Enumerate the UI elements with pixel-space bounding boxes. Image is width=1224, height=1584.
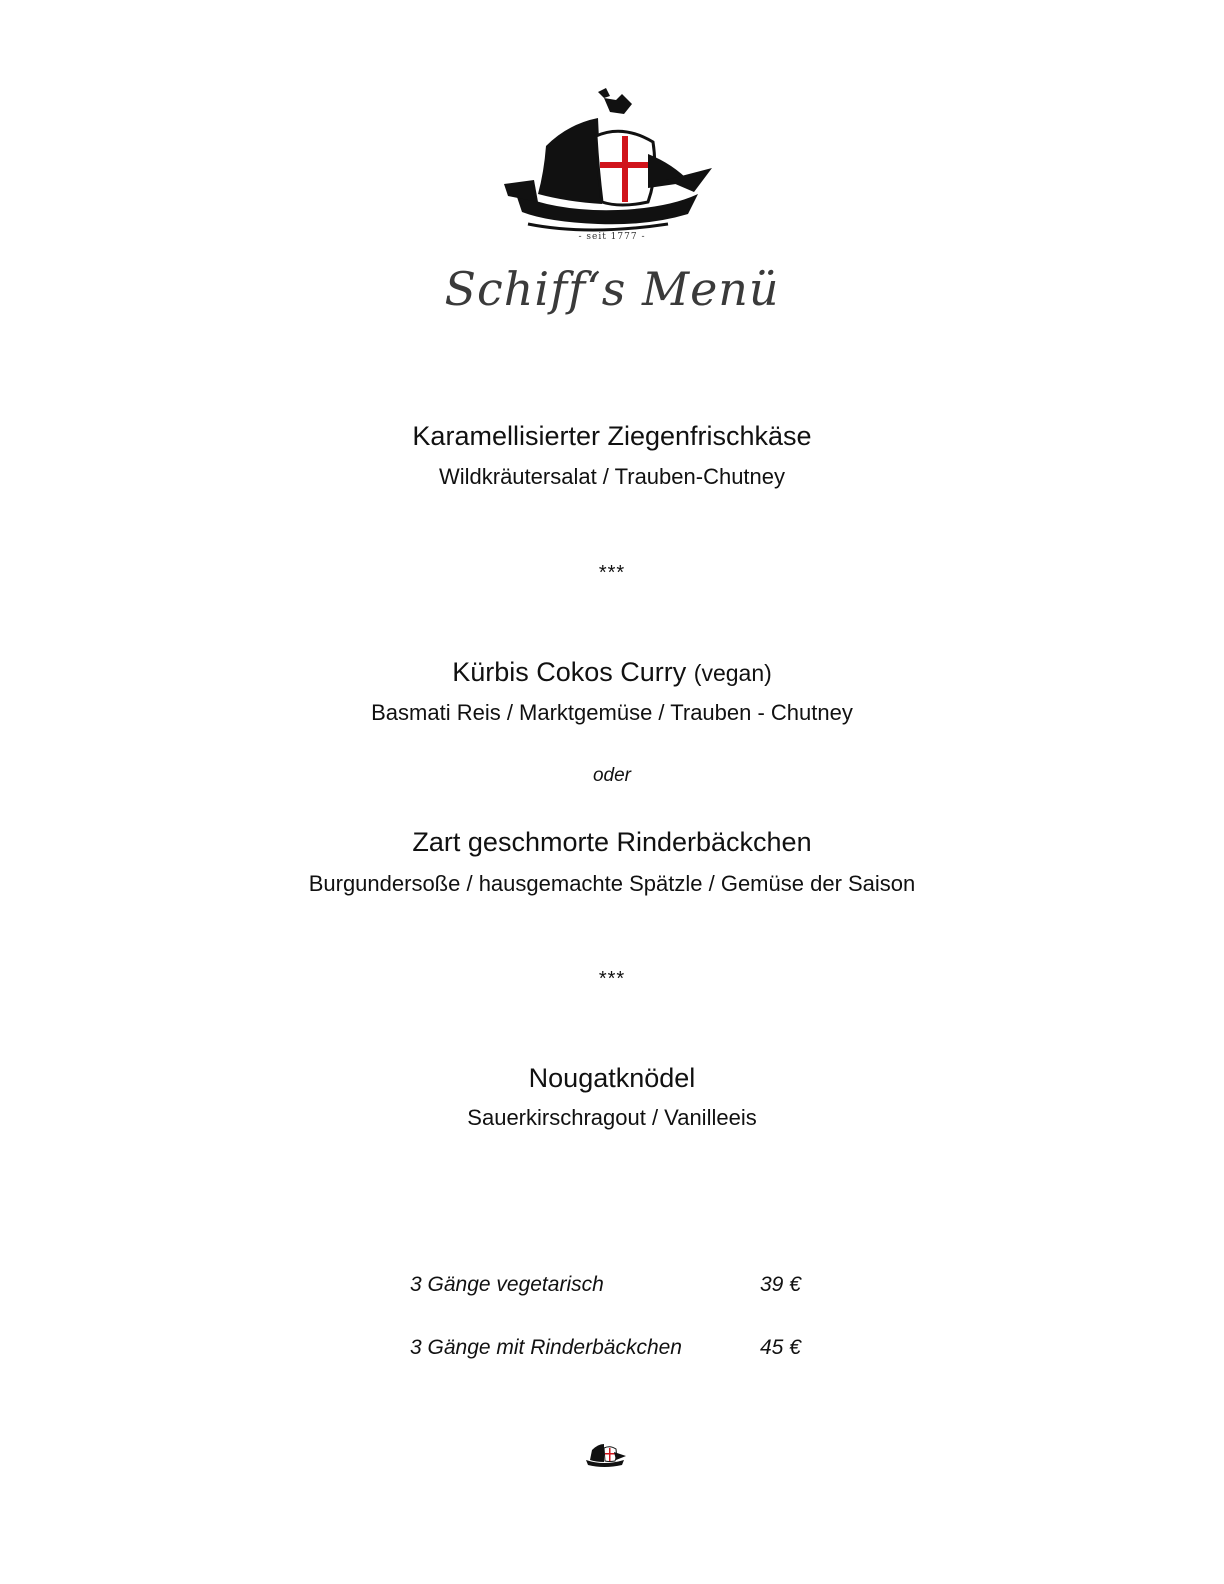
menu-title: Schiff‘s Menü bbox=[444, 262, 780, 316]
price-value-beef: 45 € bbox=[760, 1336, 801, 1359]
course-separator: *** bbox=[598, 562, 626, 584]
ship-logo-icon bbox=[498, 84, 718, 244]
small-ship-icon bbox=[584, 1438, 628, 1470]
dessert-name: Nougatknödel bbox=[528, 1063, 696, 1093]
main-option-2-name: Zart geschmorte Rinderbäckchen bbox=[412, 827, 812, 857]
starter-name: Karamellisierter Ziegenfrischkäse bbox=[412, 421, 812, 451]
price-label-vegetarian: 3 Gänge vegetarisch bbox=[410, 1273, 604, 1296]
price-label-beef: 3 Gänge mit Rinderbäckchen bbox=[410, 1336, 682, 1359]
starter-description: Wildkräutersalat / Trauben-Chutney bbox=[438, 464, 786, 489]
main-option-1-name bbox=[0, 657, 1224, 688]
logo-tagline: - seit 1777 - bbox=[578, 232, 646, 242]
main-option-1-description: Basmati Reis / Marktgemüse / Trauben - Chutney bbox=[371, 700, 853, 725]
dessert-description: Sauerkirschragout / Vanilleeis bbox=[467, 1105, 757, 1130]
course-separator: *** bbox=[598, 968, 626, 990]
price-value-vegetarian: 39 € bbox=[760, 1273, 801, 1296]
main-option-1-title: Kürbis Cokos Curry bbox=[452, 657, 687, 687]
vegan-note: (vegan) bbox=[693, 660, 772, 686]
or-label: oder bbox=[592, 765, 632, 786]
main-option-2-description: Burgundersoße / hausgemachte Spätzle / Gemüse der Saison bbox=[308, 871, 916, 896]
